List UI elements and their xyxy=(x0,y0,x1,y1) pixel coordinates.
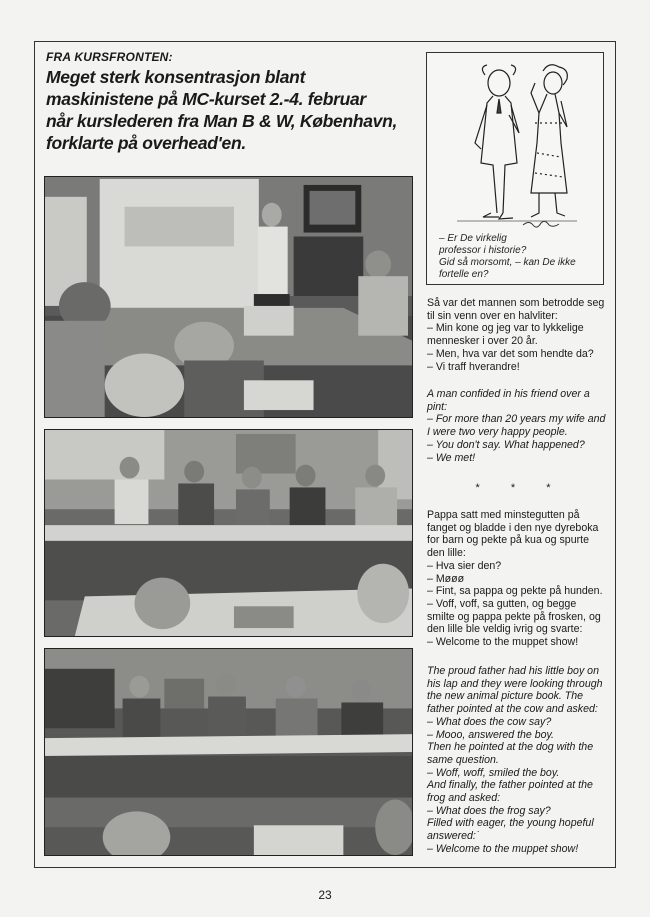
photo-instructor-overhead xyxy=(44,176,413,418)
joke-line: for barn og pekte på kua og spurte xyxy=(427,534,589,547)
joke-line: den lille ble veldig ivrig og svarte: xyxy=(427,623,583,636)
joke-line: – Welcome to the muppet show! xyxy=(427,842,579,855)
joke-line: answered:˙ xyxy=(427,830,480,843)
joke-line: Pappa satt med minstegutten på xyxy=(427,509,580,521)
joke-line: den lille: xyxy=(427,547,466,560)
caption-line: Gid så morsomt, – kan De ikke xyxy=(439,257,576,268)
joke-line: Filled with eager, the young hopeful xyxy=(427,817,594,830)
section-kicker: FRA KURSFRONTEN: xyxy=(46,50,173,64)
joke-line: – Min kone og jeg var to lykkelige xyxy=(427,322,584,335)
joke-line: – Fint, sa pappa og pekte på hunden. xyxy=(427,585,603,598)
caption-line: professor i historie? xyxy=(439,245,527,256)
joke-english-2 xyxy=(427,665,613,856)
joke-line: – Voff, voff, sa gutten, og begge xyxy=(427,597,577,610)
joke-line: – For more than 20 years my wife and xyxy=(427,413,606,426)
joke-norwegian-2 xyxy=(427,509,613,649)
joke-line: And finally, the father pointed at the xyxy=(427,779,593,792)
photo-participants-row xyxy=(44,429,413,637)
headline-line: forklarte på overhead'en. xyxy=(46,133,246,153)
joke-line: the new animal picture book. The xyxy=(427,690,584,703)
joke-line: – We met! xyxy=(427,451,476,464)
joke-line: Så var det mannen som betrodde seg xyxy=(427,297,605,309)
joke-line: – What does the cow say? xyxy=(427,715,552,728)
joke-norwegian-1 xyxy=(427,297,613,373)
page-number: 23 xyxy=(318,888,332,902)
joke-line: – Welcome to the muppet show! xyxy=(427,636,579,649)
joke-line: The proud father had his little boy on xyxy=(427,665,599,677)
caption-line: – Er De virkelig xyxy=(439,233,507,244)
joke-line: his lap and they were looking through xyxy=(427,677,603,690)
caption-line: fortelle en? xyxy=(439,269,489,280)
joke-line: A man confided in his friend over a xyxy=(427,388,590,400)
joke-line: frog and asked: xyxy=(427,792,501,805)
joke-line: smilte og pappa pekte på frosken, og xyxy=(427,610,601,623)
joke-line: I were two very happy people. xyxy=(427,426,568,439)
cartoon-illustration xyxy=(427,53,605,231)
joke-line: Then he pointed at the dog with the xyxy=(427,741,594,754)
joke-line: – Vi traff hverandre! xyxy=(427,360,520,373)
joke-line: – Men, hva var det som hendte da? xyxy=(427,347,594,360)
cartoon-caption xyxy=(439,233,599,281)
joke-line: father pointed at the cow and asked: xyxy=(427,703,598,716)
article-headline xyxy=(46,66,416,154)
photo-participants-table xyxy=(44,648,413,856)
headline-line: maskinistene på MC-kurset 2.-4. februar xyxy=(46,89,366,109)
joke-line: – What does the frog say? xyxy=(427,804,551,817)
joke-line: pint: xyxy=(427,400,448,413)
cartoon-box xyxy=(426,52,604,285)
headline-line: Meget sterk konsentrasjon blant xyxy=(46,67,306,87)
joke-line: – Hva sier den? xyxy=(427,559,502,572)
joke-line: fanget og bladde i den nye dyreboka xyxy=(427,521,599,534)
joke-line: – You don't say. What happened? xyxy=(427,438,585,451)
section-separator: * * * xyxy=(475,482,565,494)
joke-line: – Mooo, answered the boy. xyxy=(427,728,555,741)
joke-english-1 xyxy=(427,388,613,464)
joke-line: – Møøø xyxy=(427,572,465,585)
joke-line: mennesker i over 20 år. xyxy=(427,335,538,348)
headline-line: når kurslederen fra Man B & W, København, xyxy=(46,111,398,131)
joke-line: same question. xyxy=(427,753,499,766)
joke-line: til sin venn over en halvliter: xyxy=(427,309,558,322)
joke-line: – Woff, woff, smiled the boy. xyxy=(427,766,560,779)
